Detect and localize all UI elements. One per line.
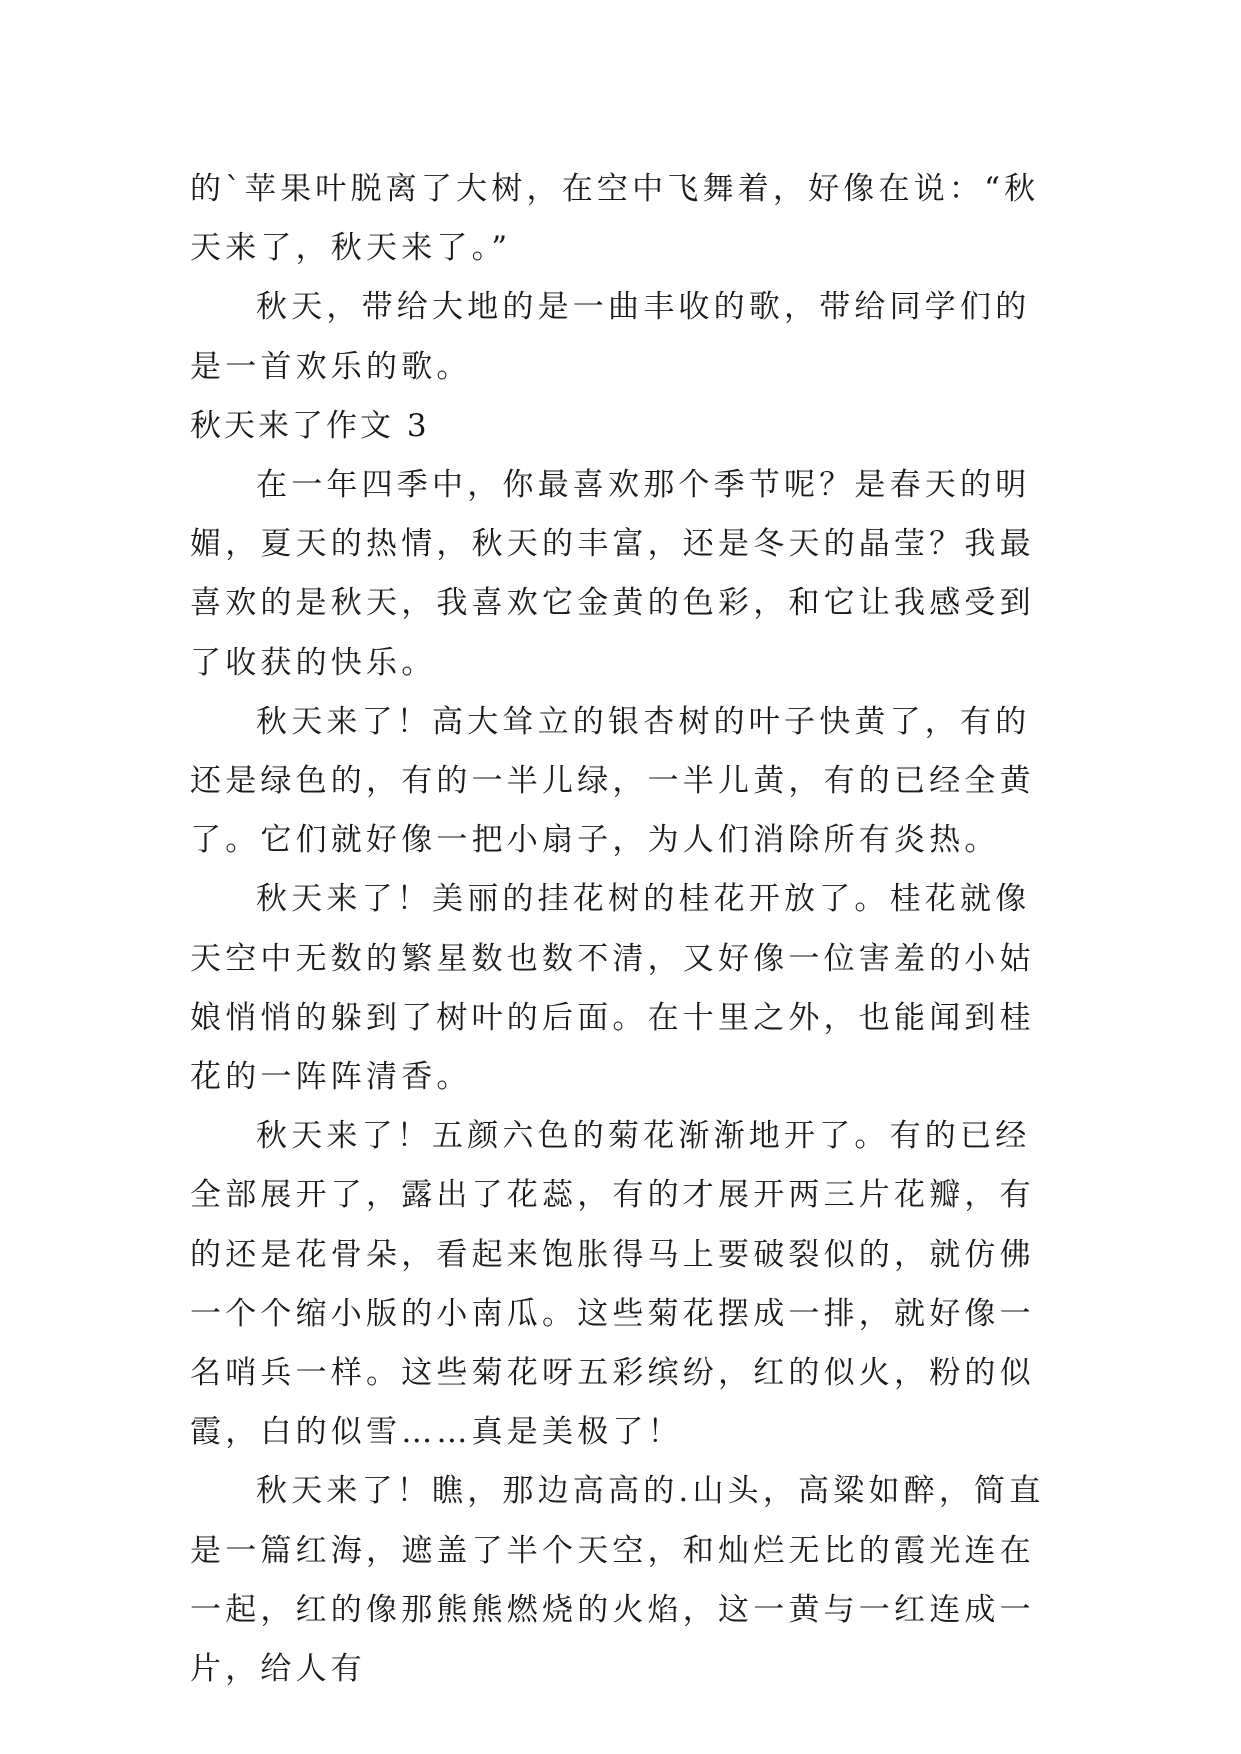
paragraph-continuation: 的`苹果叶脱离了大树，在空中飞舞着，好像在说：“秋天来了，秋天来了。” <box>190 171 1040 267</box>
document-body <box>190 160 1055 1699</box>
paragraph-chrysanthemum: 秋天来了！五颜六色的菊花渐渐地开了。有的已经全部展开了，露出了花蕊，有的才展开两三片花瓣，有的还是花骨朵，看起来饱胀得马上要破裂似的，就仿佛一个个缩小版的小南瓜。这些菊花摆成一排，就好像一名哨兵一样。这些菊花呀五彩缤纷，红的似火，粉的似霞，白的似雪……真是美极了！ <box>190 1118 1035 1451</box>
paragraph-sorghum: 秋天来了！瞧，那边高高的.山头，高粱如醉，简直是一篇红海，遮盖了半个天空，和灿烂无比的霞光连在一起，红的像那熊熊燃烧的火焰，这一黄与一红连成一片，给人有 <box>190 1473 1045 1688</box>
paragraph-ginkgo: 秋天来了！高大耸立的银杏树的叶子快黄了，有的还是绿色的，有的一半儿绿，一半儿黄，有的已经全黄了。它们就好像一把小扇子，为人们消除所有炎热。 <box>190 703 1035 859</box>
paragraph-favorite-season: 在一年四季中，你最喜欢那个季节呢？是春天的明媚，夏天的热情，秋天的丰富，还是冬天的晶莹？我最喜欢的是秋天，我喜欢它金黄的色彩，和它让我感受到了收获的快乐。 <box>190 467 1035 681</box>
paragraph-osmanthus: 秋天来了！美丽的挂花树的桂花开放了。桂花就像天空中无数的繁星数也数不清，又好像一位害羞的小姑娘悄悄的躲到了树叶的后面。在十里之外，也能闻到桂花的一阵阵清香。 <box>190 881 1035 1096</box>
paragraph-autumn-song: 秋天，带给大地的是一曲丰收的歌，带给同学们的是一首欢乐的歌。 <box>190 289 1031 385</box>
section-title: 秋天来了作文 3 <box>190 407 430 444</box>
